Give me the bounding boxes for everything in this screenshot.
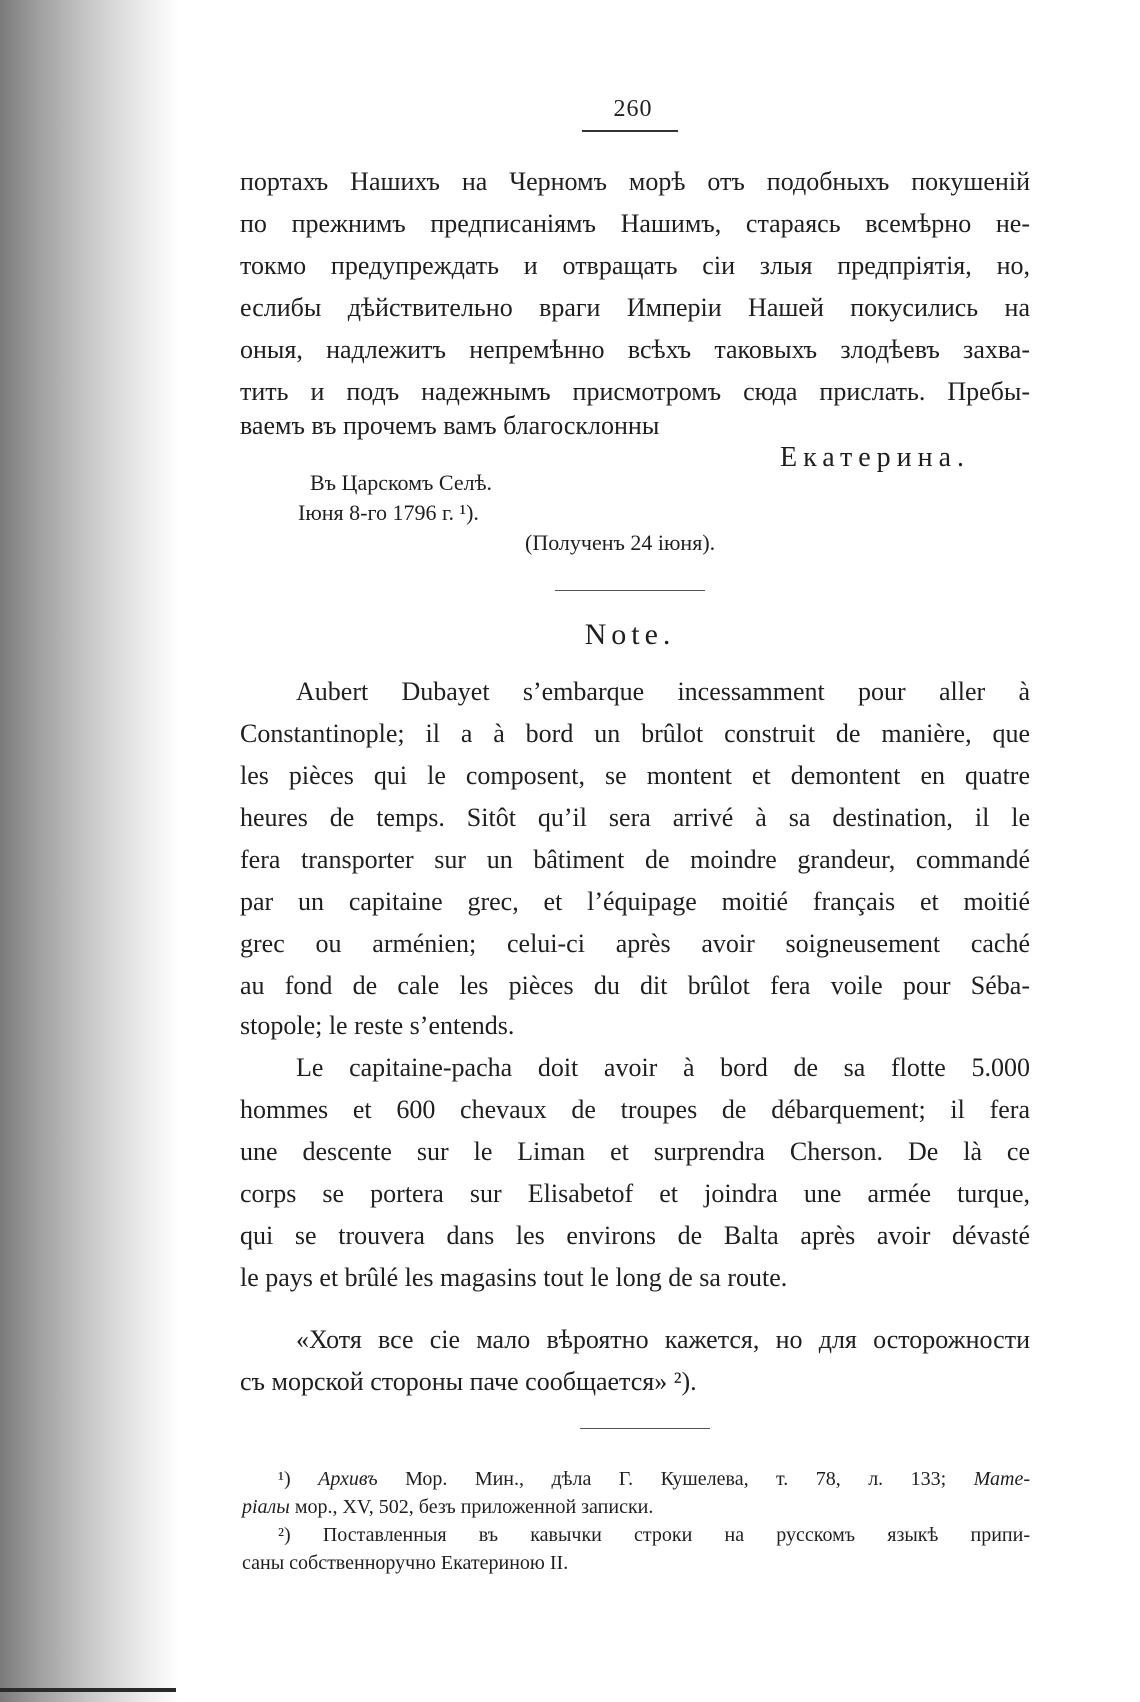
footnote-1-materials: Мате- [973,1468,1031,1490]
note-line: le pays et brûlé les magasins tout le long de sa route. [240,1263,788,1292]
note-line: hommes et 600 chevaux de troupes de débarquement; il fera [240,1095,1030,1124]
note-line: par un capitaine grec, et l’équipage moitié français et moitié [240,887,1030,916]
footnote-1-line-2 [242,1494,1030,1520]
note-line: fera transporter sur un bâtiment de moindre grandeur, commandé [240,845,1030,874]
letter-received: (Полученъ 24 іюня). [525,530,716,555]
footnote-divider [580,1428,710,1429]
scan-edge-mark [0,1688,176,1692]
note-heading: Note. [584,618,676,651]
footnote-1-mark: ¹) [278,1468,291,1490]
note-line: stopole; le reste s’entends. [240,1011,515,1040]
page-number-underline [582,130,678,132]
letter-line: портахъ Нашихъ на Черномъ морѣ отъ подобныхъ покушеній [240,167,1030,196]
quote-line: съ морской стороны паче сообщается» ²). [240,1367,697,1396]
letter-line: еслибы дѣйствительно враги Имперіи Нашей покусились на [240,293,1030,322]
letter-date: Іюня 8-го 1796 г. ¹). [298,500,479,525]
letter-line: по прежнимъ предписаніямъ Нашимъ, стараясь всемѣрно не- [240,209,1030,238]
footnote-2-line-1: ²) Поставленныя въ кавычки строки на русскомъ языкѣ припи- [278,1524,1030,1546]
note-line: grec ou arménien; celui-ci après avoir soigneusement caché [240,929,1030,958]
signature: Екатерина. [780,442,971,473]
section-divider [555,590,705,591]
letter-place: Въ Царскомъ Селѣ. [310,470,493,495]
footnote-1-materials-cont: ріалы [242,1496,290,1518]
letter-line: токмо предупреждать и отвращать сіи злыя предпріятія, но, [240,251,1030,280]
note-line: heures de temps. Sitôt qu’il sera arrivé à sa destination, il le [240,803,1030,832]
note-line: au fond de cale les pièces du dit brûlot fera voile pour Séba- [240,971,1030,1000]
note-line: Aubert Dubayet s’embarque incessamment pour aller à [296,677,1030,706]
note-line: corps se portera sur Elisabetof et joindra une armée turque, [240,1179,1030,1208]
note-line: les pièces qui le composent, se montent et demontent en quatre [240,761,1030,790]
note-line: une descente sur le Liman et surprendra Cherson. De là ce [240,1137,1030,1166]
page-number: 260 [613,96,653,122]
letter-line: тить и подъ надежнымъ присмотромъ сюда прислать. Пребы- [240,377,1030,406]
scan-shadow [0,0,180,1702]
note-line: qui se trouvera dans les environs de Balta après avoir dévasté [240,1221,1030,1250]
footnote-1-text: Мор. Мин., дѣла Г. Кушелева, т. 78, л. 133; [377,1468,947,1490]
footnote-1-archive: Архивъ [318,1468,378,1490]
letter-line: оныя, надлежитъ непремѣнно всѣхъ таковыхъ злодѣевъ захва- [240,335,1030,364]
note-line: Constantinople; il a à bord un brûlot construit de manière, que [240,719,1030,748]
footnote-2-line-2: саны собственноручно Екатериною II. [242,1552,569,1574]
letter-line: ваемъ въ прочемъ вамъ благосклонны [240,411,660,440]
footnote-1-text-cont: мор., XV, 502, безъ приложенной записки. [289,1496,654,1518]
quote-line: «Хотя все сіе мало вѣроятно кажется, но для осторожности [296,1325,1030,1354]
footnote-1-line-1 [278,1466,1030,1492]
note-line: Le capitaine-pacha doit avoir à bord de sa flotte 5.000 [296,1053,1030,1082]
